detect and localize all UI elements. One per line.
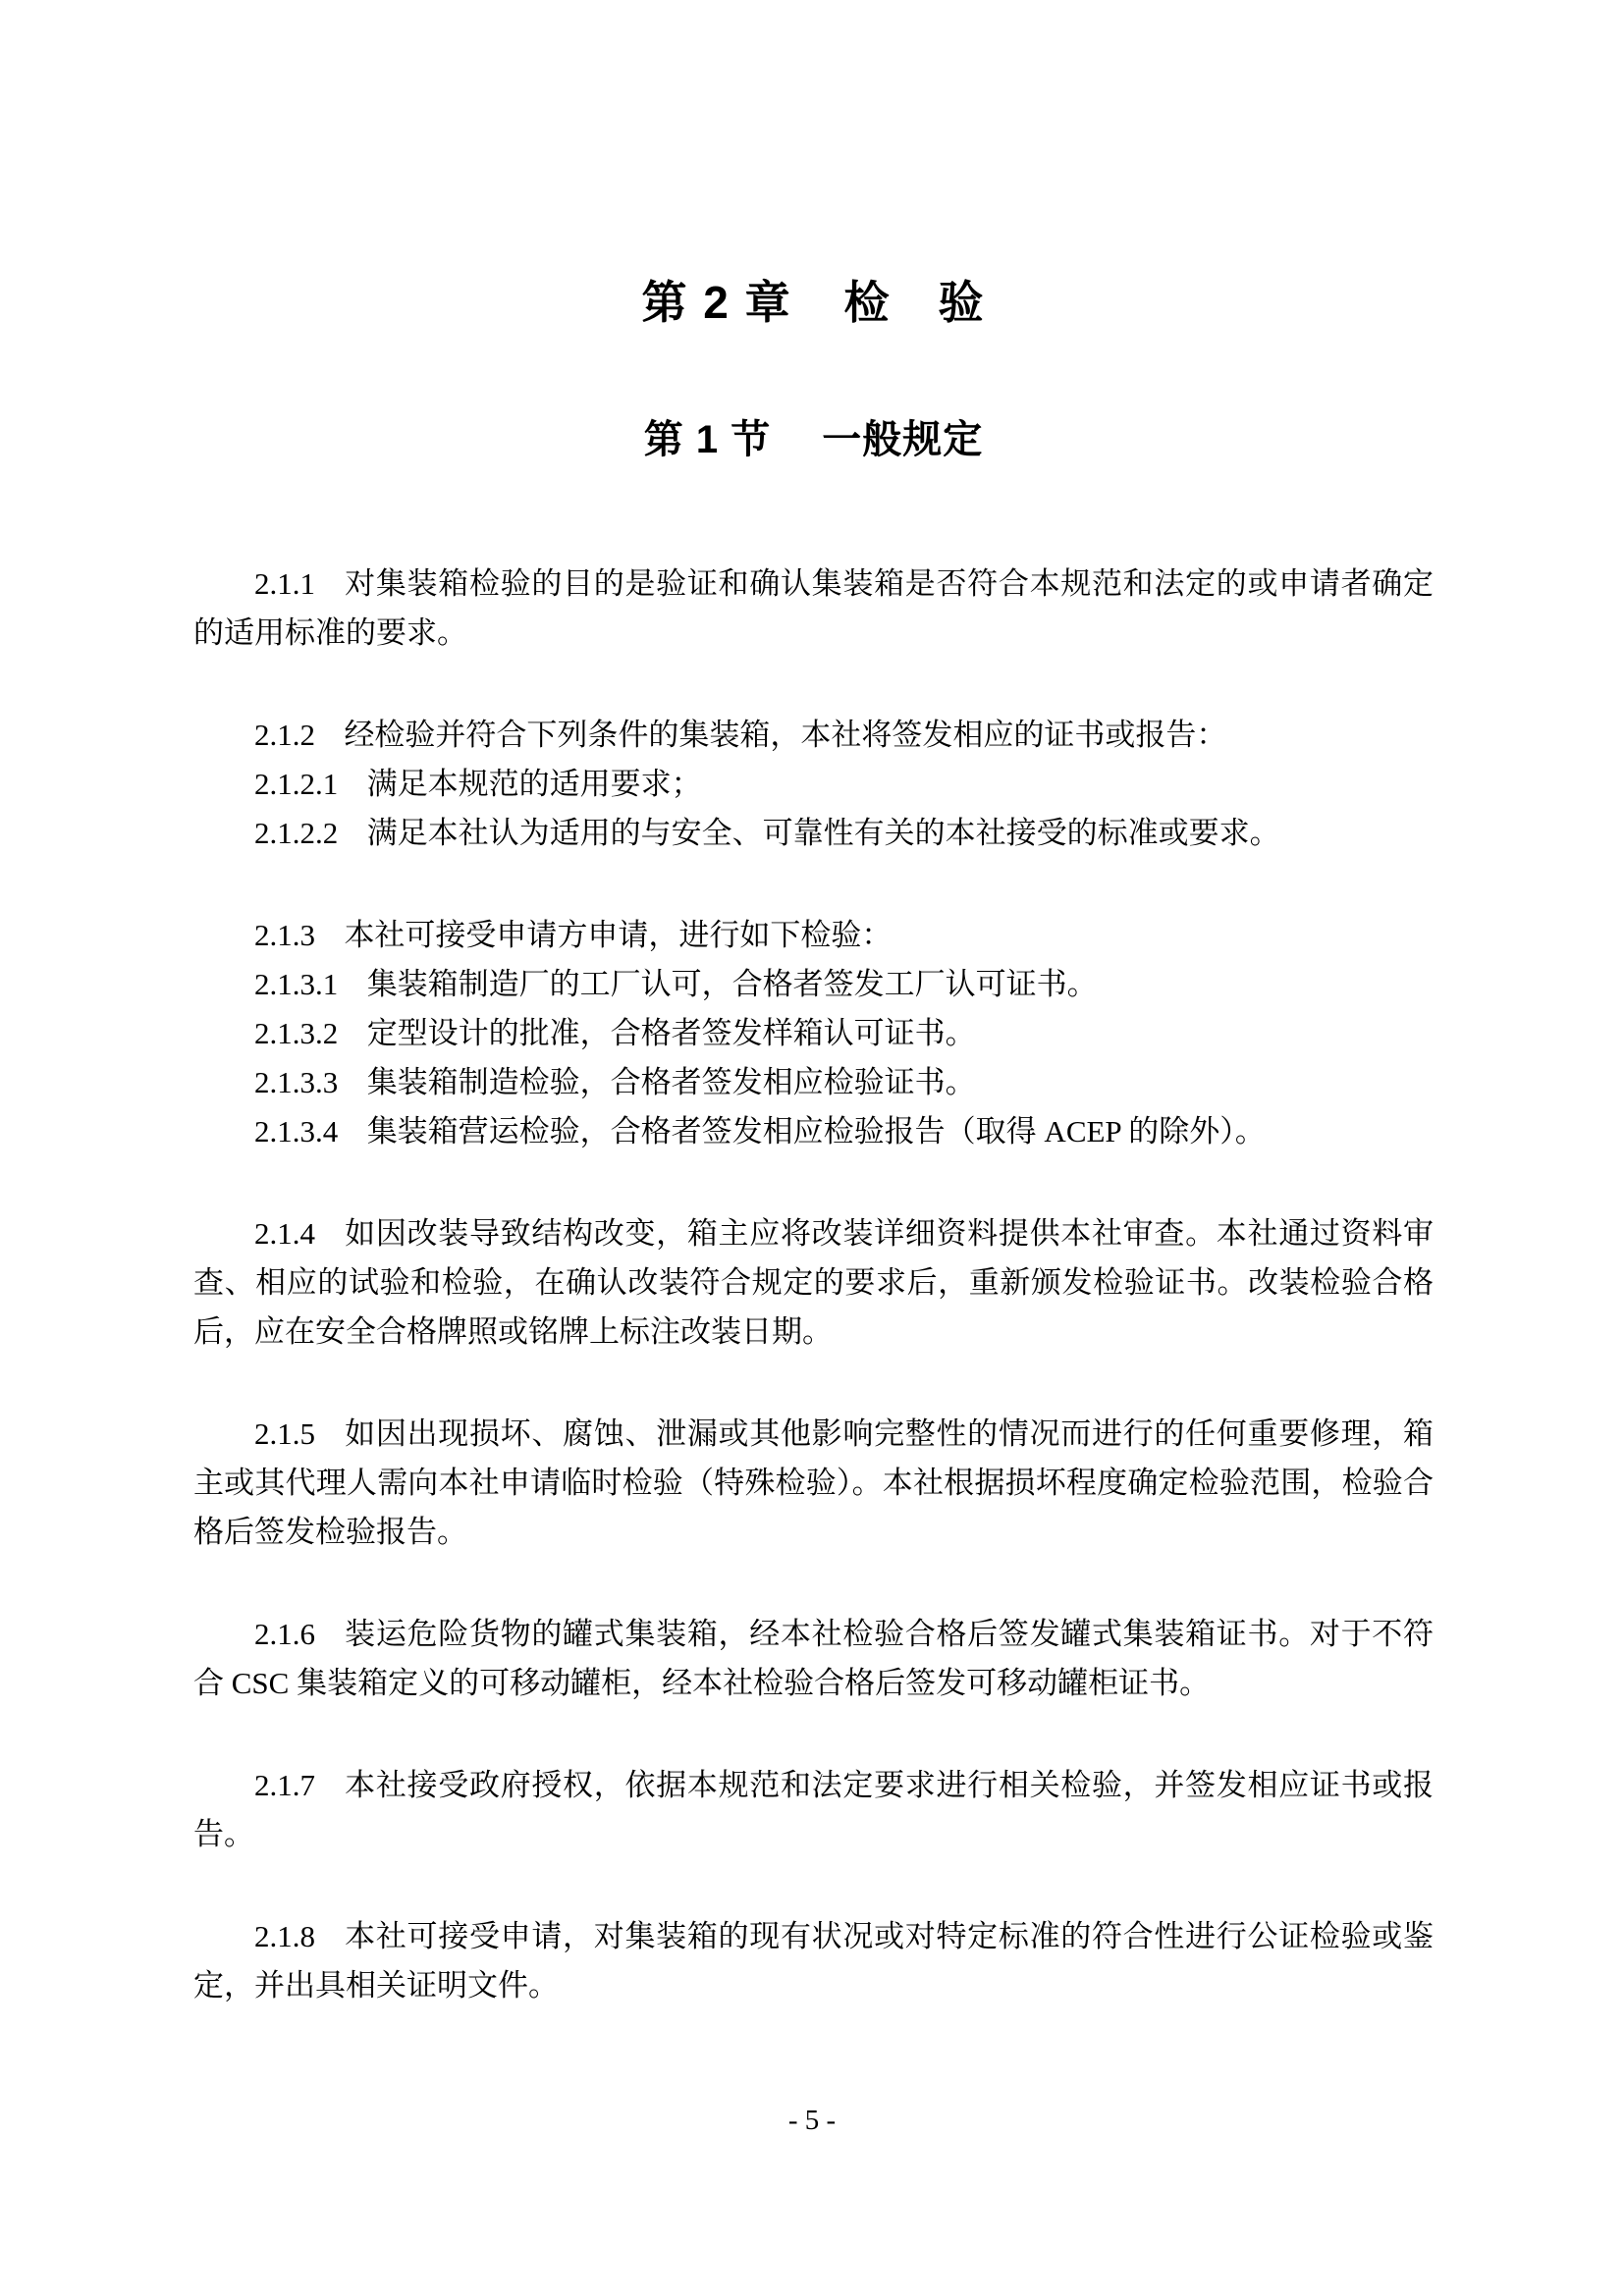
clause-text: 集装箱制造厂的工厂认可，合格者签发工厂认可证书。 [366,966,1098,1001]
paragraph [193,960,1434,1009]
clause-block-2-1-6 [193,1610,1434,1708]
chapter-number: 第 2 章 [641,277,792,328]
clause-text: 如因出现损坏、腐蚀、泄漏或其他影响完整性的情况而进行的任何重要修理，箱主或其代理人需向本社申请临时检验（特殊检验）。本社根据损坏程度确定检验范围，检验合格后签发检验报告。 [193,1415,1434,1549]
clause-number: 2.1.2.2 [254,815,339,850]
clause-text: 对集装箱检验的目的是验证和确认集装箱是否符合本规范和法定的或申请者确定的适用标准的要求。 [193,565,1434,650]
paragraph [193,711,1434,760]
section-number: 第 1 节 [643,417,772,461]
clause-number: 2.1.3.4 [254,1113,339,1148]
paragraph [193,911,1434,960]
chapter-title: 检 验 [843,277,986,328]
paragraph [193,1009,1434,1058]
clause-number: 2.1.3.2 [254,1015,339,1050]
clause-number: 2.1.3 [254,917,315,952]
clause-text: 集装箱制造检验，合格者签发相应检验证书。 [366,1064,976,1099]
clause-block-2-1-7 [193,1761,1434,1859]
page-content [193,0,1434,2010]
clause-number: 2.1.2.1 [254,766,339,801]
clause-text: 满足本社认为适用的与安全、可靠性有关的本社接受的标准或要求。 [366,815,1280,850]
clause-block-2-1-4 [193,1209,1434,1357]
page-number: - 5 - [787,2105,837,2136]
clause-number: 2.1.3.3 [254,1064,339,1099]
clause-number: 2.1.2 [254,717,315,752]
clause-number: 2.1.1 [254,565,315,601]
clause-text: 本社可接受申请方申请，进行如下检验： [344,917,893,952]
paragraph [193,1610,1434,1708]
paragraph [193,1912,1434,2010]
clause-block-2-1-8 [193,1912,1434,2010]
paragraph [193,1058,1434,1107]
clause-text: 满足本规范的适用要求； [366,766,702,801]
clause-block-2-1-3 [193,911,1434,1156]
paragraph [193,560,1434,658]
clause-text: 集装箱营运检验，合格者签发相应检验报告（取得 ACEP 的除外）。 [366,1113,1266,1148]
clause-number: 2.1.6 [254,1616,315,1651]
clause-text: 如因改装导致结构改变，箱主应将改装详细资料提供本社审查。本社通过资料审查、相应的试验和检验，在确认改装符合规定的要求后，重新颁发检验证书。改装检验合格后，应在安全合格牌照或铭牌上标注改装日期。 [193,1215,1434,1349]
section-title: 一般规定 [822,417,984,461]
paragraph [193,1410,1434,1557]
clause-text: 本社接受政府授权，依据本规范和法定要求进行相关检验，并签发相应证书或报告。 [193,1767,1434,1851]
clause-text: 经检验并符合下列条件的集装箱，本社将签发相应的证书或报告： [344,717,1227,752]
clause-text: 定型设计的批准，合格者签发样箱认可证书。 [366,1015,976,1050]
clause-block-2-1-1 [193,560,1434,658]
paragraph [193,1209,1434,1357]
section-heading [193,418,1434,461]
paragraph [193,1107,1434,1156]
body-text [193,560,1434,2010]
clause-block-2-1-5 [193,1410,1434,1557]
clause-number: 2.1.3.1 [254,966,339,1001]
paragraph [193,760,1434,809]
paragraph [193,809,1434,858]
clause-text: 本社可接受申请，对集装箱的现有状况或对特定标准的符合性进行公证检验或鉴定，并出具相关证明文件。 [193,1918,1434,2002]
clause-text: 装运危险货物的罐式集装箱，经本社检验合格后签发罐式集装箱证书。对于不符合 CSC 集装箱定义的可移动罐柜，经本社检验合格后签发可移动罐柜证书。 [193,1616,1434,1700]
paragraph [193,1761,1434,1859]
clause-block-2-1-2 [193,711,1434,858]
chapter-heading [193,278,1434,328]
clause-number: 2.1.5 [254,1415,315,1451]
clause-number: 2.1.4 [254,1215,315,1251]
clause-number: 2.1.8 [254,1918,315,1953]
clause-number: 2.1.7 [254,1767,315,1802]
